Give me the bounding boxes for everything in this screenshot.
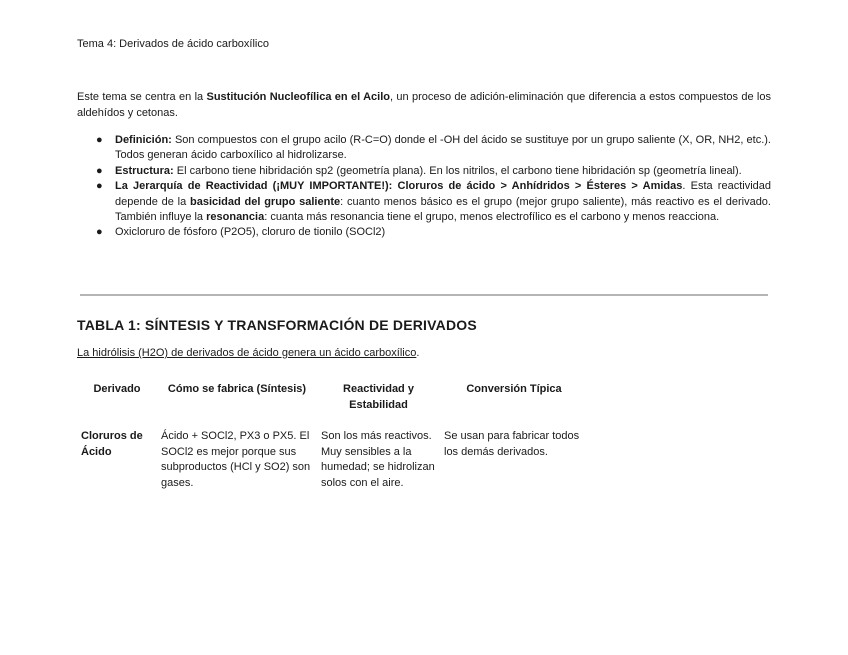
column-header-reactividad: Reactividad y Estabilidad (343, 383, 414, 411)
bullet-label: La Jerarquía de Reactividad (¡MUY IMPORTANTE!): Cloruros de ácido > Anhídridos > Ésteres > Amidas (115, 180, 683, 193)
cell-sintesis: Ácido + SOCl2, PX3 o PX5. El SOCl2 es mejor porque sus subproductos (HCl y SO2) son gases. (161, 430, 311, 489)
table-header-row (77, 378, 588, 427)
bullet-text: Son compuestos con el grupo acilo (R-C=O) donde el -OH del ácido se sustituye por un grupo saliente (X, OR, NH2, etc.). Todos generan ácido carboxílico al hidrolizarse. (115, 134, 771, 162)
bullet-text: El carbono tiene hibridación sp2 (geometría plana). En los nitrilos, el carbono tiene hibridación sp (geometría lineal). (173, 164, 742, 177)
bullet-label: Definición: (115, 134, 172, 146)
cell-reactividad: Son los más reactivos. Muy sensibles a la humedad; se hidrolizan solos con el aire. (321, 430, 435, 489)
bullet-dot-icon: ● (96, 180, 103, 193)
bullet-bold-term: resonancia (206, 211, 265, 224)
bullet-text: Oxicloruro de fósforo (P2O5), cloruro de tionilo (SOCl2) (115, 226, 386, 239)
cell-conversion: Se usan para fabricar todos los demás derivados. (444, 430, 580, 458)
bullet-text: : cuanta más resonancia tiene el grupo, menos electrofílico es el carbono y menos reacciona. (264, 211, 720, 224)
bullet-list (77, 133, 771, 241)
intro-bold-term: Sustitución Nucleofílica en el Acilo (206, 91, 390, 103)
bullet-text: . Esta reactividad depende de la (115, 180, 772, 208)
section-note-period: . (416, 347, 420, 359)
bullet-dot-icon: ● (96, 164, 103, 177)
column-header-sintesis: Cómo se fabrica (Síntesis) (167, 383, 307, 395)
bullet-text: : cuanto menos básico es el grupo (mejor grupo saliente), más reactivo es el derivado. También influye la (115, 195, 771, 224)
derivatives-table (77, 378, 588, 493)
section-heading: TABLA 1: SÍNTESIS Y TRANSFORMACIÓN DE DERIVADOS (77, 317, 477, 333)
intro-text-end: , un proceso de adición-eliminación que diferencia a estos compuestos de los aldehídos y cetonas. (77, 91, 771, 119)
bullet-jerarquia (77, 179, 771, 225)
column-header-derivado: Derivado (93, 383, 141, 395)
bullet-definicion (77, 133, 771, 164)
bullet-dot-icon: ● (96, 134, 103, 146)
document-title: Tema 4: Derivados de ácido carboxílico (77, 38, 269, 50)
horizontal-divider (80, 294, 768, 296)
cell-derivado: Cloruros de Ácido (81, 430, 143, 458)
table-row (77, 427, 588, 493)
bullet-label: Estructura: (115, 164, 174, 177)
intro-paragraph (77, 89, 771, 121)
bullet-dot-icon: ● (96, 226, 103, 239)
section-note (77, 347, 419, 359)
bullet-reactivos (77, 225, 771, 240)
column-header-conversion: Conversión Típica (466, 383, 562, 395)
bullet-estructura (77, 164, 771, 179)
section-note-text: La hidrólisis (H2O) de derivados de ácido genera un ácido carboxílico (77, 347, 417, 359)
bullet-bold-term: basicidad del grupo saliente (189, 195, 341, 208)
intro-text-start: Este tema se centra en la (77, 91, 207, 103)
